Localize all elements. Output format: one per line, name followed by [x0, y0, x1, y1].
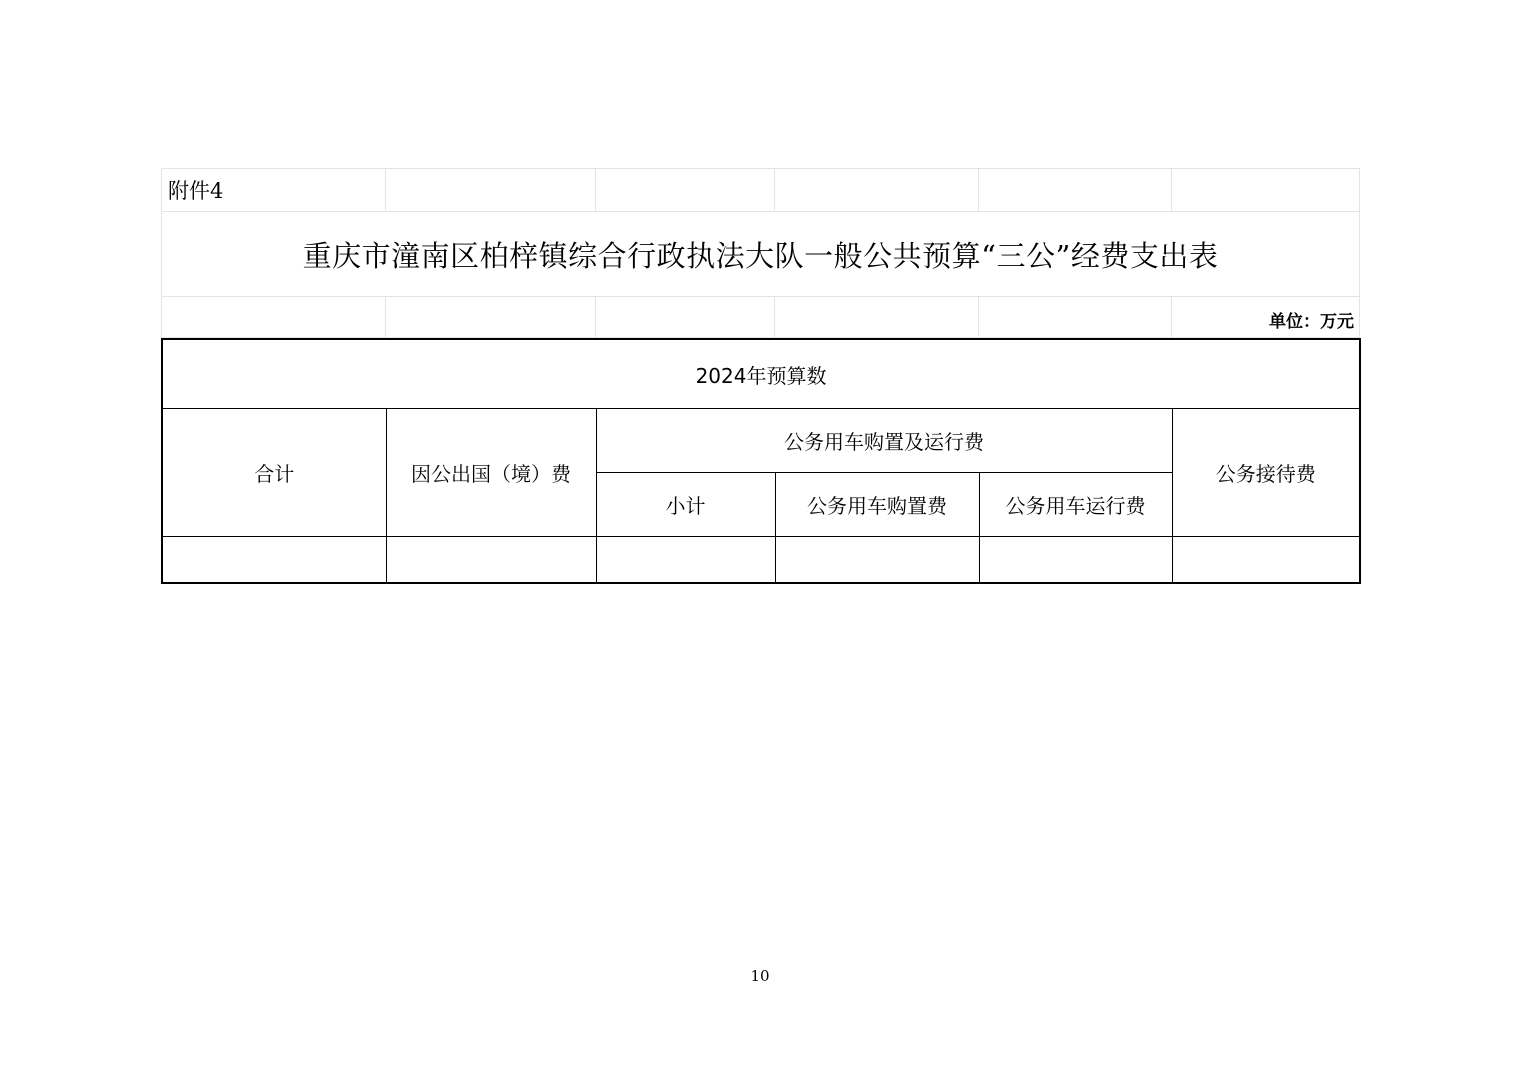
empty-cell	[162, 297, 386, 338]
column-header-total: 合计	[162, 409, 386, 537]
empty-cell	[596, 297, 775, 338]
empty-cell	[1172, 169, 1360, 212]
column-header-overseas: 因公出国（境）费	[386, 409, 596, 537]
unit-label: 单位：万元	[1172, 297, 1360, 338]
column-header-vehicle-operation: 公务用车运行费	[979, 473, 1172, 537]
budget-table	[161, 338, 1361, 584]
empty-cell	[386, 169, 596, 212]
empty-cell	[979, 297, 1172, 338]
table-cell	[1172, 537, 1360, 584]
table-cell	[162, 537, 386, 584]
table-row	[162, 537, 1360, 584]
table-cell	[596, 537, 775, 584]
header-grid	[161, 168, 1360, 338]
table-cell	[386, 537, 596, 584]
empty-cell	[386, 297, 596, 338]
empty-cell	[775, 297, 979, 338]
table-cell	[979, 537, 1172, 584]
page-number: 10	[750, 967, 770, 985]
spreadsheet-sheet	[161, 168, 1359, 584]
empty-cell	[979, 169, 1172, 212]
attachment-label: 附件4	[162, 169, 386, 212]
column-header-vehicle-purchase: 公务用车购置费	[775, 473, 979, 537]
empty-cell	[775, 169, 979, 212]
column-header-subtotal: 小计	[596, 473, 775, 537]
column-header-reception: 公务接待费	[1172, 409, 1360, 537]
empty-cell	[596, 169, 775, 212]
page-title: 重庆市潼南区柏梓镇综合行政执法大队一般公共预算“三公”经费支出表	[162, 212, 1360, 297]
table-cell	[775, 537, 979, 584]
column-header-vehicle-group: 公务用车购置及运行费	[596, 409, 1172, 473]
year-header: 2024年预算数	[162, 339, 1360, 409]
